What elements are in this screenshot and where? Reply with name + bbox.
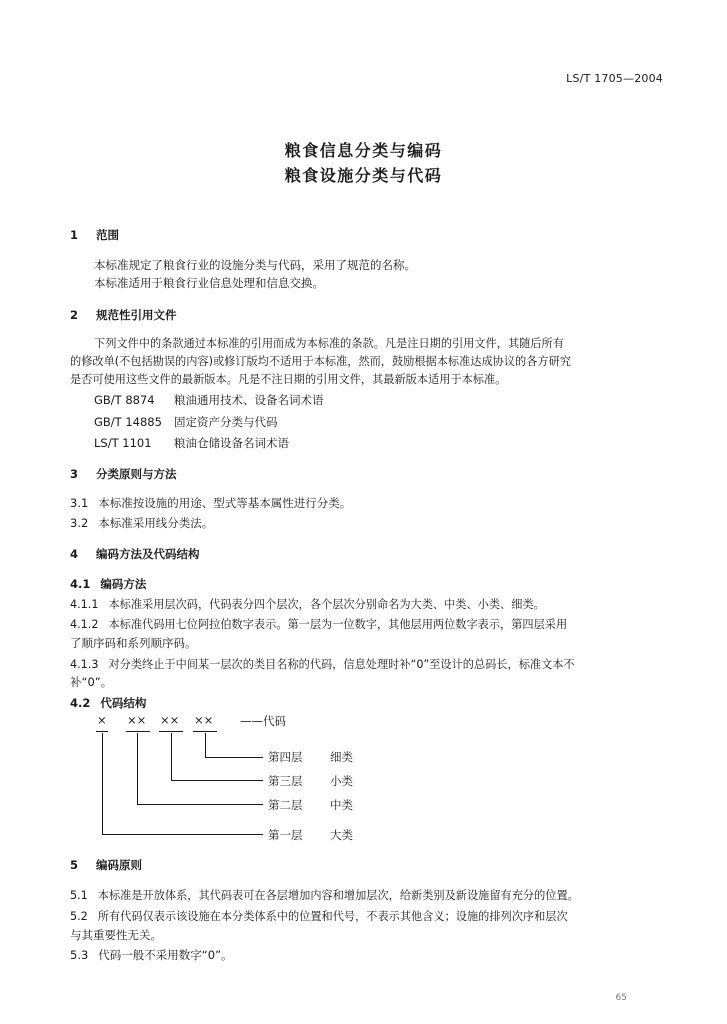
connector-level2 [137, 733, 138, 804]
clause [70, 515, 213, 531]
paragraph-line: 下列文件中的条款通过本标准的引用而成为本标准的条款。凡是注日期的引用文件，其随后所有 [94, 337, 564, 350]
paragraph: 本标准适用于粮食行业信息处理和信息交换。 [94, 276, 324, 290]
section-title: 编码原则 [96, 858, 142, 872]
clause-text: 本标准采用层次码，代码表分四个层次，各个层次分别命名为大类、中类、小类、细类。 [108, 598, 545, 611]
paragraph-line: 的修改单(不包括勘误的内容)或修订版均不适用于本标准，然而，鼓励根据本标准达成协议的各方研究 [70, 355, 571, 368]
subsection-4-2-heading [70, 695, 146, 711]
code-digit-level2: ×× [127, 713, 147, 727]
section-title: 编码方法及代码结构 [96, 547, 200, 561]
digit-underline [193, 731, 217, 732]
clause-text: 代码一般不采用数字“0”。 [98, 948, 233, 962]
subsection-title: 编码方法 [100, 577, 147, 591]
reference-title: 粮油通用技术、设备名词术语 [174, 393, 324, 407]
title-line-1: 粮食信息分类与编码 [284, 141, 443, 160]
page-number: 65 [615, 993, 627, 1003]
section-number: 3 [70, 467, 79, 481]
digit-underline [159, 731, 183, 732]
clause-number: 3.2 [70, 516, 89, 530]
reference-code: LS/T 1101 [94, 436, 152, 450]
clause-number: 5.2 [70, 910, 88, 923]
clause-text: 本标准代码用七位阿拉伯数字表示。第一层为一位数字，其他层用两位数字表示，第四层采用 [108, 618, 568, 631]
code-label: ——代码 [240, 714, 286, 728]
section-number: 2 [70, 308, 79, 322]
section-3-heading [70, 466, 177, 482]
level-4-label: 第四层 [268, 750, 303, 764]
section-number: 1 [70, 228, 79, 242]
digit-underline [126, 731, 150, 732]
clause [70, 908, 568, 924]
standard-id: LS/T 1705—2004 [566, 72, 663, 85]
clause-continuation: 补“0”。 [70, 675, 113, 689]
digit-underline [96, 731, 108, 732]
connector-level3-horizontal [171, 780, 263, 781]
connector-level1 [102, 733, 103, 834]
section-title: 分类原则与方法 [96, 467, 177, 481]
title-line-2: 粮食设施分类与代码 [284, 166, 443, 185]
clause-text: 对分类终止于中间某一层次的类目名称的代码，信息处理时补“0”至设计的总码长，标准文本不 [108, 658, 575, 671]
section-title: 规范性引用文件 [96, 308, 177, 322]
paragraph-line: 是否可使用这些文件的最新版本。凡是不注日期的引用文件，其最新版本适用于本标准。 [70, 373, 507, 386]
reference-item [94, 392, 324, 408]
subsection-4-1-heading [70, 576, 146, 592]
clause-number: 4.1.2 [70, 618, 99, 631]
code-digit-level3: ×× [160, 713, 180, 727]
subsection-number: 4.1 [70, 577, 91, 591]
clause [70, 947, 233, 963]
code-digit-level4: ×× [194, 713, 214, 727]
clause-number: 3.1 [70, 496, 89, 510]
clause [70, 495, 351, 511]
clause-continuation: 了顺序码和系列顺序码。 [70, 636, 197, 650]
reference-item [94, 435, 289, 451]
paragraph: 本标准规定了粮食行业的设施分类与代码，采用了规范的名称。 [94, 258, 416, 272]
level-4-class: 细类 [330, 750, 353, 764]
clause-continuation: 与其重要性无关。 [70, 928, 162, 942]
level-1-label: 第一层 [268, 828, 303, 842]
clause-text: 本标准按设施的用途、型式等基本属性进行分类。 [98, 496, 352, 510]
level-2-label: 第二层 [268, 798, 303, 812]
connector-level4 [205, 733, 206, 757]
section-number: 5 [70, 858, 79, 872]
reference-title: 固定资产分类与代码 [174, 415, 278, 429]
clause [70, 616, 567, 632]
clause [70, 656, 575, 672]
connector-level4-horizontal [205, 757, 263, 758]
section-number: 4 [70, 547, 79, 561]
reference-title: 粮油仓储设备名词术语 [174, 436, 289, 450]
level-3-label: 第三层 [268, 774, 303, 788]
level-1-class: 大类 [330, 828, 353, 842]
subsection-title: 代码结构 [100, 696, 147, 710]
reference-item [94, 414, 278, 430]
clause-number: 5.1 [70, 889, 88, 902]
section-5-heading [70, 857, 142, 873]
clause [70, 596, 545, 612]
code-digit-level1: × [97, 713, 107, 727]
section-2-heading [70, 307, 177, 323]
clause-text: 本标准是开放体系，其代码表可在各层增加内容和增加层次，给新类别及新设施留有充分的位置。 [97, 889, 579, 902]
section-4-heading [70, 546, 200, 562]
section-title: 范围 [96, 228, 119, 242]
level-3-class: 小类 [330, 774, 353, 788]
connector-level3 [171, 733, 172, 780]
clause-number: 4.1.3 [70, 658, 99, 671]
connector-level2-horizontal [137, 804, 263, 805]
reference-code: GB/T 8874 [94, 393, 155, 407]
clause-number: 5.3 [70, 948, 89, 962]
clause [70, 887, 579, 903]
subsection-number: 4.2 [70, 696, 91, 710]
clause-text: 所有代码仅表示该设施在本分类体系中的位置和代号，不表示其他含义；设施的排列次序和层次 [97, 910, 568, 923]
clause-text: 本标准采用线分类法。 [98, 516, 214, 530]
reference-code: GB/T 14885 [94, 415, 162, 429]
connector-level1-horizontal [102, 834, 263, 835]
level-2-class: 中类 [330, 798, 353, 812]
section-1-heading [70, 227, 119, 243]
clause-number: 4.1.1 [70, 598, 99, 611]
